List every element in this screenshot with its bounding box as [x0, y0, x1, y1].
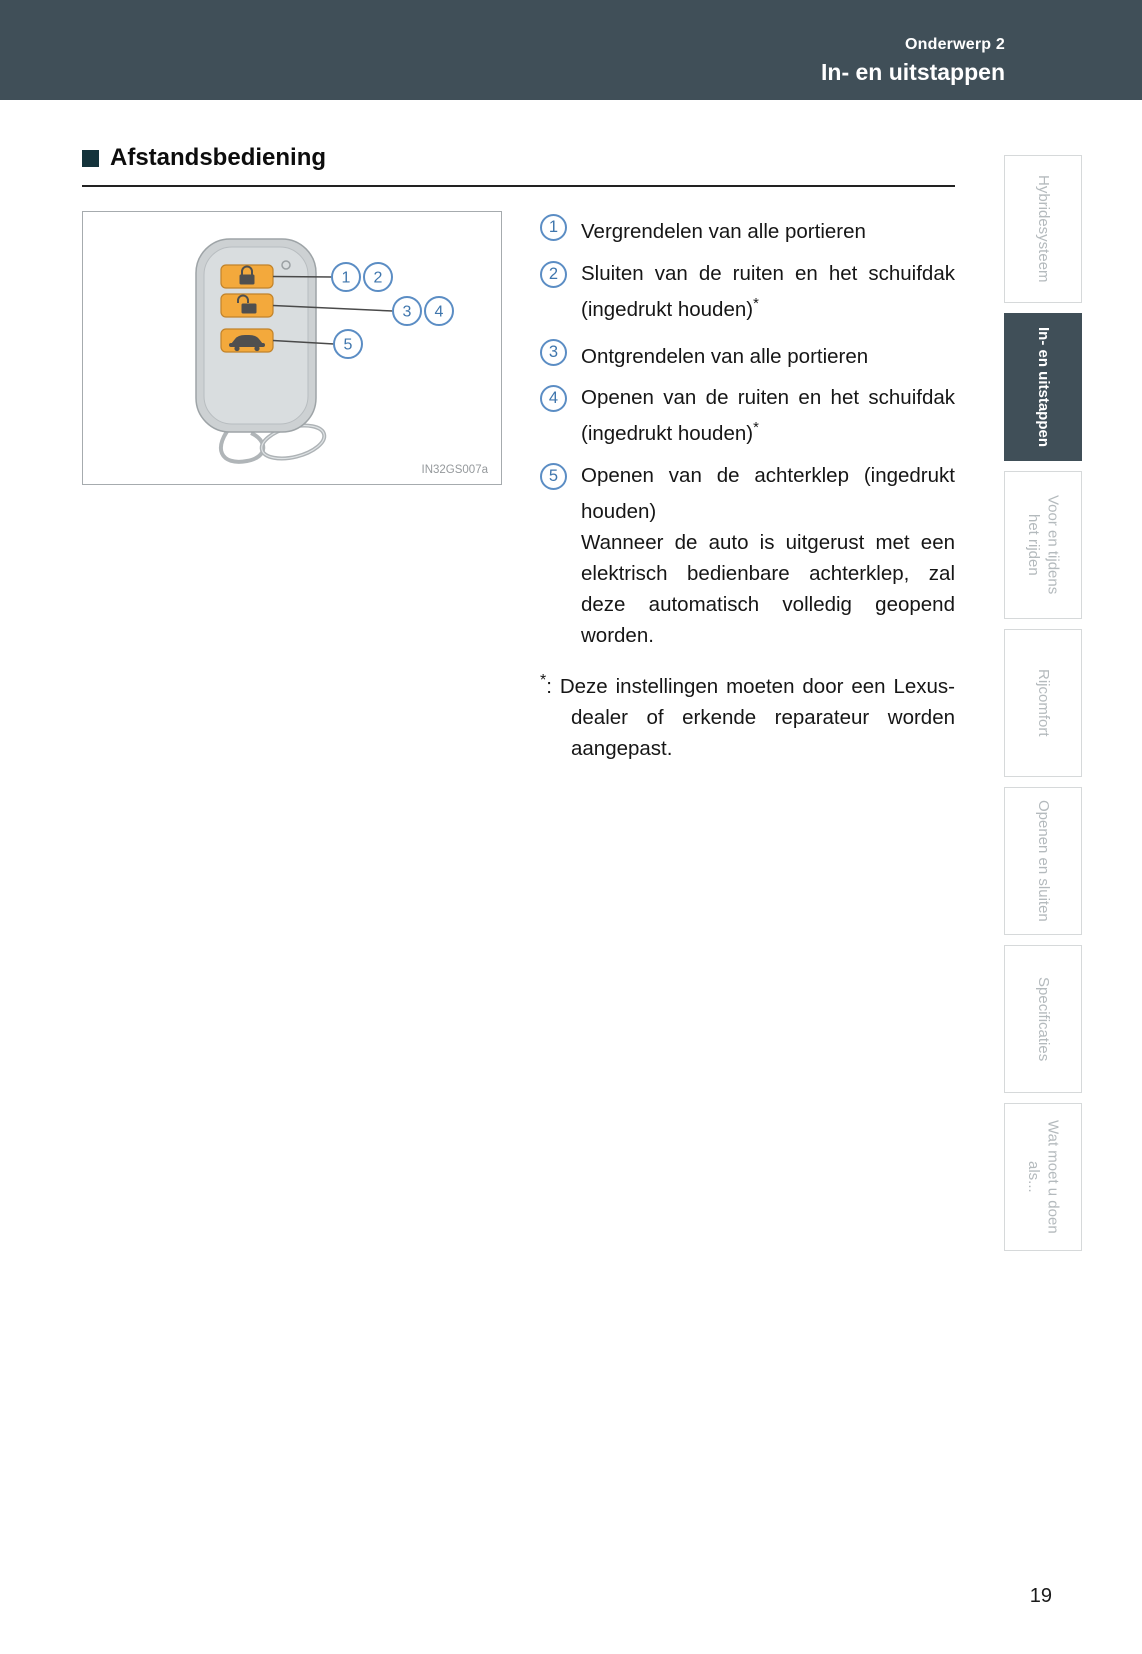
- svg-text:5: 5: [343, 336, 353, 354]
- item-number-badge: 4: [540, 385, 567, 412]
- chapter-tab-sidebar: [1004, 155, 1082, 1251]
- fob-button-lock: [221, 265, 273, 288]
- figure-callout-3: [393, 297, 421, 325]
- item-text: Openen van de ruiten en het schuifdak (ingedrukt houden): [581, 386, 955, 446]
- fob-button-unlock: [221, 294, 273, 317]
- footnote-text: : Deze instellingen moeten door een Lexus-dealer of erkende reparateur worden aangepast.: [546, 674, 955, 760]
- footnote-marker: *: [753, 295, 759, 312]
- list-item: [540, 382, 955, 449]
- callout-list: [540, 211, 955, 764]
- header-title: In- en uitstappen: [821, 59, 1005, 85]
- figure-callout-1: [332, 263, 360, 291]
- figure-callout-5: [334, 330, 362, 358]
- item-text: Ontgrendelen van alle portieren: [581, 344, 869, 368]
- item-number-badge: 5: [540, 463, 567, 490]
- item-text: Vergrendelen van alle portieren: [581, 219, 866, 243]
- figure-box: [82, 211, 502, 485]
- section-title: Afstandsbediening: [110, 144, 327, 171]
- list-item: [540, 460, 955, 651]
- section-heading: [82, 144, 955, 187]
- item-number-badge: 1: [540, 214, 567, 241]
- figure-callout-4: [425, 297, 453, 325]
- footnote: [540, 665, 955, 764]
- figure-callout-2: [364, 263, 392, 291]
- svg-text:3: 3: [402, 303, 412, 321]
- main-content: [82, 100, 955, 764]
- key-fob-illustration: [83, 212, 501, 484]
- sidebar-tab-rijcomfort[interactable]: Rijcomfort: [1004, 629, 1082, 777]
- header-kicker: Onderwerp 2: [904, 36, 1005, 53]
- sidebar-tab-wat-moet-u-doen-als[interactable]: Wat moet u doen als...: [1004, 1103, 1082, 1251]
- svg-text:2: 2: [373, 269, 383, 287]
- svg-text:1: 1: [341, 269, 351, 287]
- svg-text:4: 4: [434, 303, 444, 321]
- sidebar-tab-specificaties[interactable]: Specificaties: [1004, 945, 1082, 1093]
- item-text: Openen van de achterklep (ingedrukt houden): [581, 464, 955, 524]
- sidebar-tab-hybridesysteem[interactable]: Hybridesysteem: [1004, 155, 1082, 303]
- item-number-badge: 2: [540, 261, 567, 288]
- figure-caption: IN32GS007a: [421, 464, 488, 476]
- sidebar-tab-in-en-uitstappen[interactable]: In- en uitstappen: [1004, 313, 1082, 461]
- sidebar-tab-voor-en-tijdens-het-rijden[interactable]: Voor en tijdens het rijden: [1004, 471, 1082, 619]
- asterisk-icon: *: [540, 672, 547, 690]
- section-bullet-icon: [82, 150, 99, 167]
- list-item: [540, 258, 955, 325]
- list-item: [540, 211, 955, 247]
- item-detail: Wanneer de auto is uitgerust met een elektrisch bedienbare achterklep, zal deze automatisch volledig geopend worden.: [581, 531, 955, 648]
- sidebar-tab-openen-en-sluiten[interactable]: Openen en sluiten: [1004, 787, 1082, 935]
- callout-line-1: [273, 277, 332, 278]
- item-number-badge: 3: [540, 339, 567, 366]
- footnote-marker: *: [753, 420, 759, 437]
- list-item: [540, 336, 955, 372]
- fob-button-trunk: [221, 329, 273, 352]
- item-text: Sluiten van de ruiten en het schuifdak (ingedrukt houden): [581, 261, 955, 321]
- page-number: 19: [1029, 1585, 1052, 1607]
- page-header: [0, 0, 1142, 100]
